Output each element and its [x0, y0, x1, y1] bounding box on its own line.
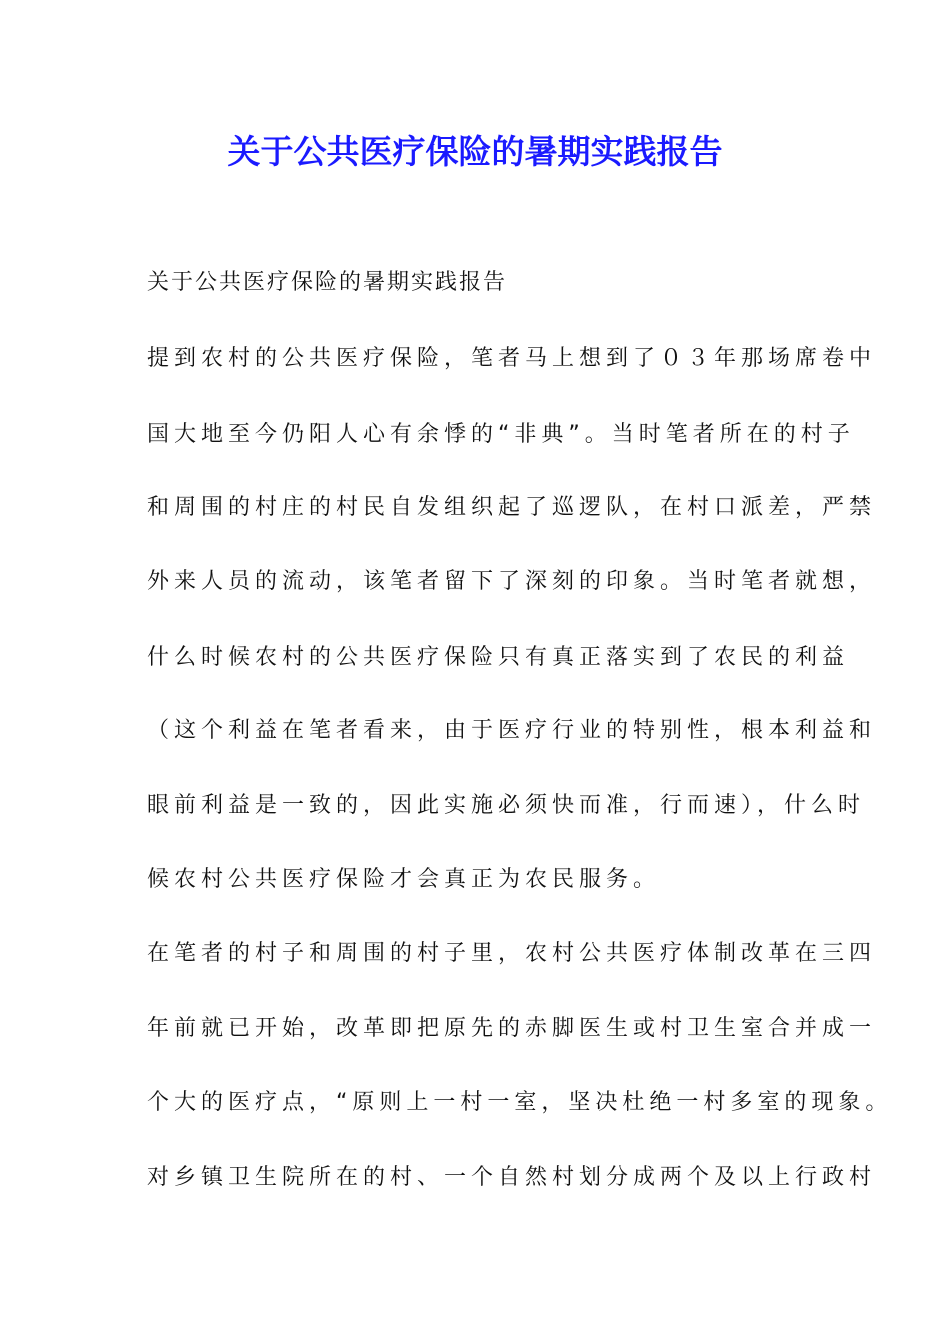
body-line: 和周围的村庄的村民自发组织起了巡逻队，在村口派差，严禁: [147, 495, 877, 520]
body-line: 对乡镇卫生院所在的村、一个自然村划分成两个及以上行政村: [147, 1165, 877, 1190]
body-subtitle-line: 关于公共医疗保险的暑期实践报告: [147, 270, 508, 295]
body-line: 年前就已开始，改革即把原先的赤脚医生或村卫生室合并成一: [147, 1016, 877, 1041]
body-line: 什么时候农村的公共医疗保险只有真正落实到了农民的利益: [147, 645, 850, 670]
body-line: 提到农村的公共医疗保险，笔者马上想到了０３年那场席卷中: [147, 346, 877, 371]
body-line: 候农村公共医疗保险才会真正为农民服务。: [147, 867, 661, 892]
body-line: 眼前利益是一致的，因此实施必须快而准，行而速），什么时: [147, 793, 866, 818]
body-line: （这个利益在笔者看来，由于医疗行业的特别性，根本利益和: [147, 718, 877, 743]
body-line: 外来人员的流动，该笔者留下了深刻的印象。当时笔者就想，: [147, 569, 877, 594]
document-title: 关于公共医疗保险的暑期实践报告: [227, 132, 723, 171]
body-line: 国大地至今仍阳人心有余悸的“非典”。当时笔者所在的村子: [147, 422, 855, 447]
body-line: 个大的医疗点，“原则上一村一室，坚决杜绝一村多室的现象。: [147, 1090, 893, 1115]
body-line: 在笔者的村子和周围的村子里，农村公共医疗体制改革在三四: [147, 941, 877, 966]
